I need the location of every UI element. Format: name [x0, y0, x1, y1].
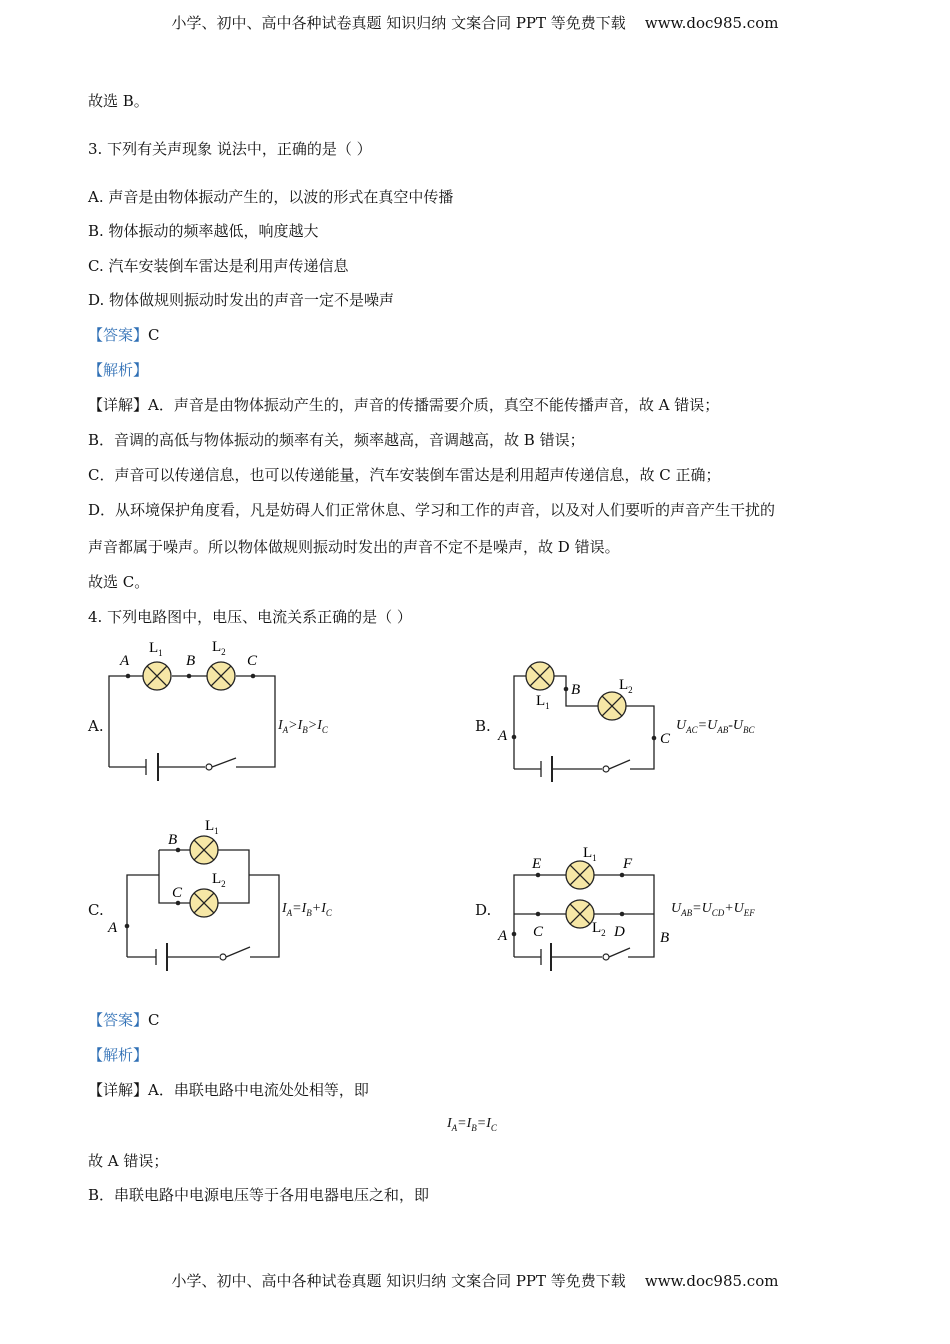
point-label: B [186, 653, 196, 669]
junction-dot [536, 873, 541, 878]
junction-dot [564, 687, 569, 692]
point-label: C [172, 885, 183, 901]
detail-3b: B．音调的高低与物体振动的频率有关，频率越高，音调越高，故 B 错误； [88, 431, 585, 449]
point-label: F [623, 856, 633, 872]
detail-3d-2: 声音都属于噪声。所以物体做规则振动时发出的声音不定不是噪声，故 D 错误。 [88, 538, 620, 556]
point-label: C [247, 653, 258, 669]
circuit-a-parts [119, 639, 258, 770]
lamp-label: $L_2$ [212, 871, 226, 889]
circuit-d-parts [497, 845, 669, 960]
junction-dot [251, 674, 256, 679]
answer-value: C [148, 1011, 160, 1029]
point-label: B [660, 930, 670, 946]
option-3a: A. 声音是由物体振动产生的，以波的形式在真空中传播 [88, 188, 454, 206]
point-label: B [571, 682, 581, 698]
junction-dot [126, 674, 131, 679]
switch-contact [603, 766, 609, 772]
point-label: B [168, 832, 178, 848]
junction-dot [620, 912, 625, 917]
detail-3c: C．声音可以传递信息，也可以传递能量，汽车安装倒车雷达是利用超声传递信息，故 C 正确； [88, 466, 721, 484]
lamp-label: $L_2$ [592, 920, 606, 938]
detail-3d-1: D．从环境保护角度看，凡是妨碍人们正常休息、学习和工作的声音，以及对人们要听的声音产生干扰的 [88, 501, 776, 519]
junction-dot [125, 924, 130, 929]
lamp-label: $L_1$ [149, 640, 163, 658]
analysis-tag: 【解析】 [88, 361, 149, 379]
lamp-label: $L_2$ [212, 639, 226, 657]
option-3d: D. 物体做规则振动时发出的声音一定不是噪声 [88, 291, 395, 309]
junction-dot [536, 912, 541, 917]
junction-dot [512, 735, 517, 740]
junction-dot [176, 901, 181, 906]
point-label: D [614, 924, 625, 940]
answer-tag: 【答案】 [88, 1011, 149, 1029]
text-line: 故 A 错误； [88, 1152, 169, 1170]
formula-b: $U_{AC}=U_{AB}-U_{BC}$ [676, 718, 755, 735]
detail-4a [88, 1079, 369, 1100]
point-label: C [660, 731, 671, 747]
option-3c: C. 汽车安装倒车雷达是利用声传递信息 [88, 257, 349, 275]
junction-dot [187, 674, 192, 679]
formula-a: $I_A>I_B>I_C$ [278, 718, 328, 735]
detail-text: A．串联电路中电流处处相等，即 [148, 1081, 369, 1099]
detail-text: A．声音是由物体振动产生的，声音的传播需要介质，真空不能传播声音，故 A 错误； [148, 396, 720, 414]
lamp-l1 [190, 836, 218, 864]
question-4: 4. 下列电路图中，电压、电流关系正确的是（ ） [88, 608, 412, 626]
page-header: 小学、初中、高中各种试卷真题 知识归纳 文案合同 PPT 等免费下载 www.doc985.com [171, 14, 779, 32]
lamp-label: $L_2$ [619, 677, 633, 695]
point-label: A [498, 928, 508, 944]
text-line: 故选 C。 [88, 573, 150, 591]
lamp-l2 [598, 692, 626, 720]
lamp-l1 [143, 662, 171, 690]
lamp-l1 [526, 662, 554, 690]
lamp-label: $L_1$ [536, 693, 550, 711]
lamp-label: $L_1$ [583, 845, 597, 863]
text-line: 故选 B。 [88, 92, 149, 110]
lamp-l2 [190, 889, 218, 917]
switch-contact [220, 954, 226, 960]
option-label-b: B. [475, 717, 491, 735]
switch-contact [603, 954, 609, 960]
lamp-l2 [566, 900, 594, 928]
junction-dot [176, 848, 181, 853]
formula-d: $U_{AB}=U_{CD}+U_{EF}$ [671, 901, 755, 918]
formula-c: $I_A=I_B+I_C$ [282, 901, 332, 918]
junction-dot [652, 736, 657, 741]
detail-tag: 【详解】 [88, 396, 149, 414]
junction-dot [620, 873, 625, 878]
formula-center: $I_A=I_B=I_C$ [447, 1116, 497, 1133]
analysis-tag: 【解析】 [88, 1046, 149, 1064]
point-label: E [532, 856, 542, 872]
option-label-a: A. [88, 717, 104, 735]
question-3: 3. 下列有关声现象 说法中，正确的是（ ） [88, 140, 372, 158]
lamp-l2 [207, 662, 235, 690]
answer-4 [88, 1009, 160, 1030]
lamp-l1 [566, 861, 594, 889]
switch-contact [206, 764, 212, 770]
point-label: A [120, 653, 130, 669]
circuit-c-parts [107, 818, 226, 960]
option-label-c: C. [88, 901, 104, 919]
detail-tag: 【详解】 [88, 1081, 149, 1099]
circuit-b-parts [497, 662, 671, 772]
option-label-d: D. [475, 901, 492, 919]
point-label: C [533, 924, 544, 940]
option-3b: B. 物体振动的频率越低，响度越大 [88, 222, 319, 240]
junction-dot [512, 932, 517, 937]
detail-4b: B．串联电路中电源电压等于各用电器电压之和，即 [88, 1186, 430, 1204]
circuit-a [109, 676, 275, 781]
circuit-b [514, 676, 654, 782]
answer-value: C [148, 326, 160, 344]
answer-tag: 【答案】 [88, 326, 149, 344]
page-footer: 小学、初中、高中各种试卷真题 知识归纳 文案合同 PPT 等免费下载 www.doc985.com [171, 1272, 779, 1290]
point-label: A [498, 728, 508, 744]
point-label: A [108, 920, 118, 936]
lamp-label: $L_1$ [205, 818, 219, 836]
